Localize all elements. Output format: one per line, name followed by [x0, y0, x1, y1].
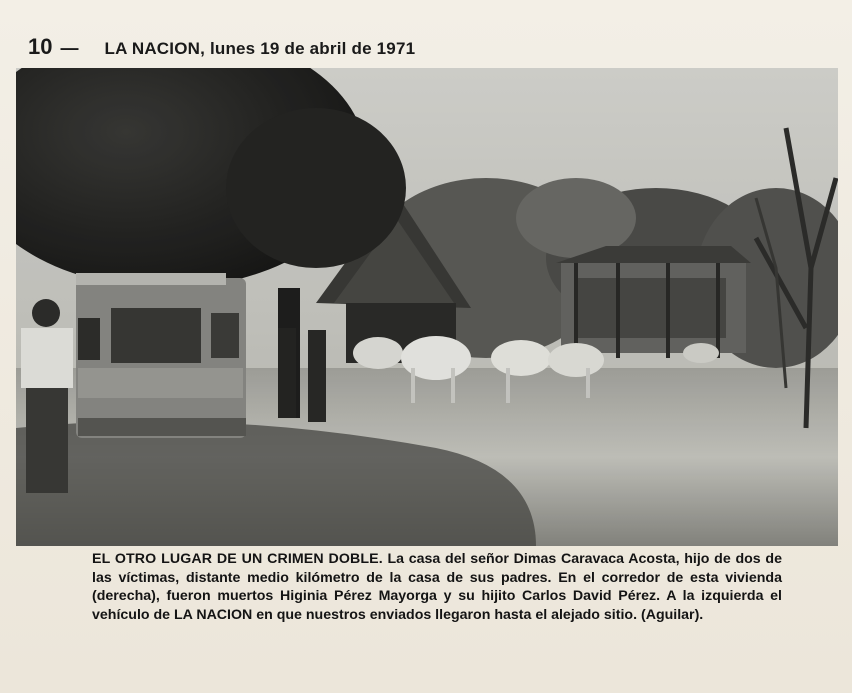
caption-body: La casa del señor Dimas Caravaca Acosta, hijo de dos de las víctimas, distante medio kilómetro de la casa de sus padres. En el corredor de esta vivienda (derecha), fueron muertos Higinia Pérez Mayorga y su hijito Carlos David Pérez. A la izquierda el vehículo de LA NACION en que nuestros enviados llegaron hasta el alejado sitio. (Aguilar).: [92, 551, 782, 623]
masthead-dateline: LA NACION, lunes 19 de abril de 1971: [104, 39, 416, 58]
caption-headline: EL OTRO LUGAR DE UN CRIMEN DOBLE.: [92, 551, 383, 567]
photo-illustration: [16, 68, 838, 546]
news-photograph: [16, 68, 838, 546]
page-header: [28, 34, 828, 60]
photo-grain-overlay: [16, 68, 838, 546]
header-dash: —: [60, 38, 79, 58]
page-number: 10: [28, 34, 53, 59]
photo-caption: [92, 550, 782, 624]
